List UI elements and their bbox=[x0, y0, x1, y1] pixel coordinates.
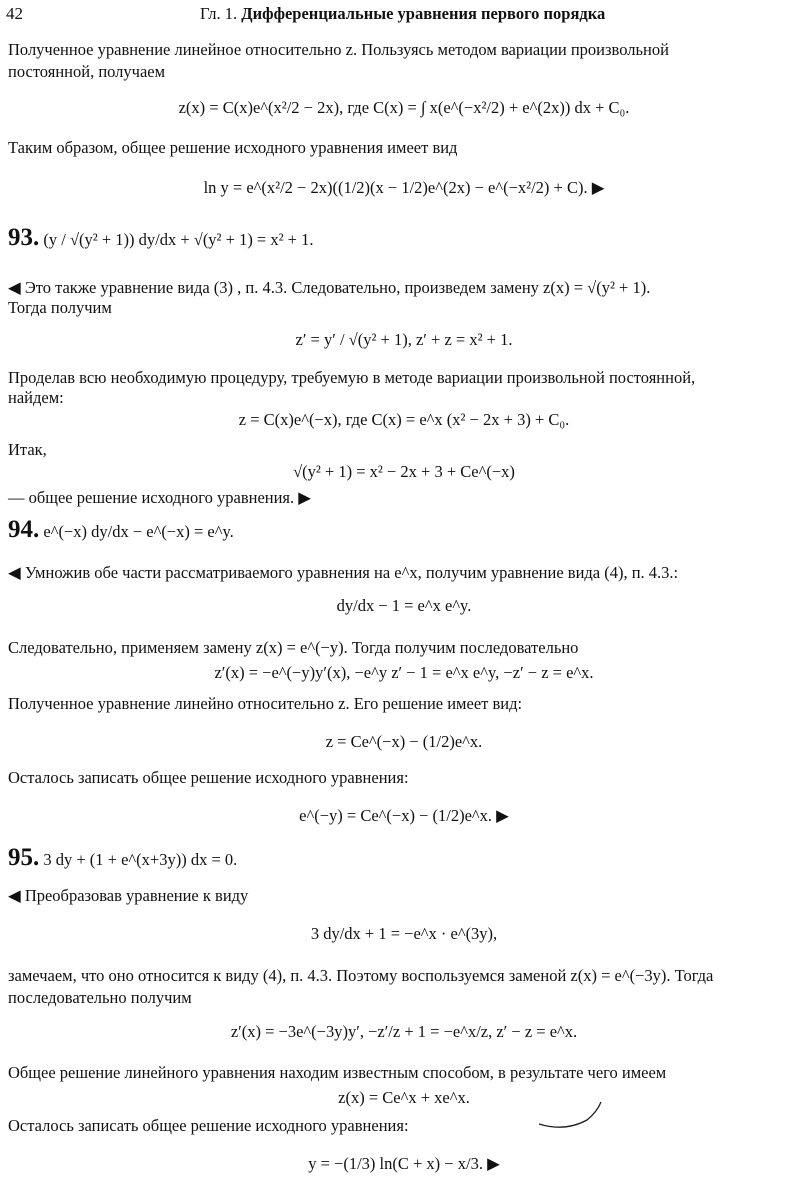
problem-statement: 3 dy + (1 + e^(x+3y)) dx = 0. bbox=[43, 850, 238, 869]
chapter-prefix: Гл. 1. bbox=[200, 4, 238, 23]
formula: 3 dy/dx + 1 = −e^x · e^(3y), bbox=[310, 924, 498, 943]
formula: z′(x) = −3e^(−3y)y′, −z′/z + 1 = −e^x/z, z′ − z = e^x. bbox=[230, 1022, 578, 1041]
problem-93 bbox=[8, 224, 800, 251]
text-line: — общее решение исходного уравнения. ▶ bbox=[8, 488, 311, 507]
problem-number: 93. bbox=[8, 224, 40, 251]
problem-statement: (y / √(y² + 1)) dy/dx + √(y² + 1) = x² + 1. bbox=[43, 230, 314, 249]
text-line: постоянной, получаем bbox=[8, 62, 166, 81]
formula: z′ = y′ / √(y² + 1), z′ + z = x² + 1. bbox=[295, 330, 513, 349]
problem-95 bbox=[8, 844, 800, 871]
text-line: последовательно получим bbox=[8, 988, 192, 1007]
formula: √(y² + 1) = x² − 2x + 3 + Ce^(−x) bbox=[293, 462, 515, 481]
formula: z = Ce^(−x) − (1/2)e^x. bbox=[325, 732, 483, 751]
formula: z(x) = C(x)e^(x²/2 − 2x), где C(x) = ∫ x(e^(−x²/2) + e^(2x)) dx + C₀. bbox=[178, 98, 630, 117]
formula: e^(−y) = Ce^(−x) − (1/2)e^x. ▶ bbox=[299, 806, 509, 825]
problem-94 bbox=[8, 516, 800, 543]
text-line: Осталось записать общее решение исходного уравнения: bbox=[8, 768, 409, 787]
formula: z(x) = Ce^x + xe^x. bbox=[338, 1088, 470, 1107]
text-line: Таким образом, общее решение исходного уравнения имеет вид bbox=[8, 138, 458, 157]
running-header bbox=[200, 4, 605, 24]
problem-number: 95. bbox=[8, 844, 40, 871]
text-line: Полученное уравнение линейное относительно z. Пользуясь методом вариации произвольной bbox=[8, 40, 669, 59]
text-line: замечаем, что оно относится к виду (4), п. 4.3. Поэтому воспользуемся заменой z(x) = e^(−3y). Тогда bbox=[8, 966, 714, 985]
pen-mark bbox=[535, 1098, 605, 1132]
text-line: Проделав всю необходимую процедуру, требуемую в методе вариации произвольной постоянной, bbox=[8, 368, 696, 387]
text-line: Итак, bbox=[8, 440, 47, 459]
formula: z = C(x)e^(−x), где C(x) = e^x (x² − 2x + 3) + C₀. bbox=[238, 410, 570, 429]
page-number: 42 bbox=[6, 4, 23, 23]
text-line: найдем: bbox=[8, 388, 64, 407]
text-line: ◀ Умножив обе части рассматриваемого уравнения на e^x, получим уравнение вида (4), п. 4.3.: bbox=[8, 563, 679, 582]
formula: dy/dx − 1 = e^x e^y. bbox=[336, 596, 472, 615]
text-line: Осталось записать общее решение исходного уравнения: bbox=[8, 1116, 409, 1135]
formula: ln y = e^(x²/2 − 2x)((1/2)(x − 1/2)e^(2x) − e^(−x²/2) + C). ▶ bbox=[203, 178, 605, 197]
text-line: Тогда получим bbox=[8, 298, 112, 317]
formula: y = −(1/3) ln(C + x) − x/3. ▶ bbox=[308, 1154, 500, 1173]
chapter-title: Дифференциальные уравнения первого порядка bbox=[241, 4, 606, 23]
text-line: ◀ Это также уравнение вида (3) , п. 4.3. Следовательно, произведем замену z(x) = √(y² + 1). bbox=[8, 278, 651, 297]
problem-statement: e^(−x) dy/dx − e^(−x) = e^y. bbox=[43, 522, 234, 541]
text-line: ◀ Преобразовав уравнение к виду bbox=[8, 886, 249, 905]
formula: z′(x) = −e^(−y)y′(x), −e^y z′ − 1 = e^x e^y, −z′ − z = e^x. bbox=[214, 663, 594, 682]
text-line: Полученное уравнение линейно относительно z. Его решение имеет вид: bbox=[8, 694, 523, 713]
text-line: Следовательно, применяем замену z(x) = e^(−y). Тогда получим последовательно bbox=[8, 638, 579, 657]
problem-number: 94. bbox=[8, 516, 40, 543]
text-line: Общее решение линейного уравнения находим известным способом, в результате чего имеем bbox=[8, 1063, 667, 1082]
